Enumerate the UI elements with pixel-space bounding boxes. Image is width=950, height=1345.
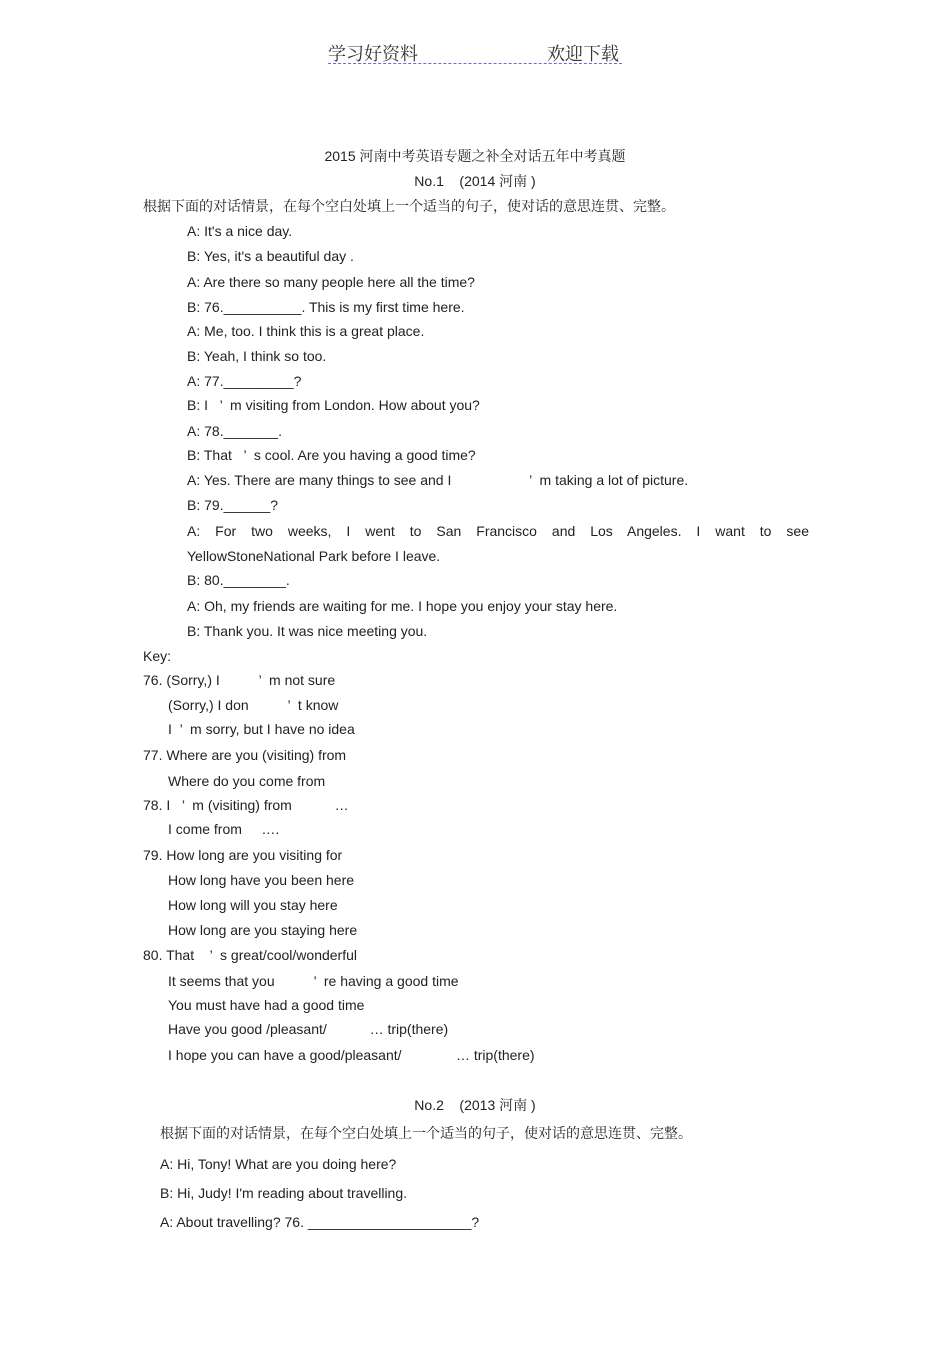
- dialogue-line: A: For two weeks, I went to San Francisco and Los Angeles. I want to see: [187, 523, 809, 539]
- section2-instruction: 根据下面的对话情景，在每个空白处填上一个适当的句子，使对话的意思连贯、完整。: [160, 1125, 692, 1141]
- dialogue-line: B: That ’ s cool. Are you having a good time?: [187, 447, 476, 463]
- key-line: 77. Where are you (visiting) from: [143, 747, 347, 763]
- header-right-text: 欢迎下载: [547, 44, 619, 64]
- dialogue-line: B: Yes, it's a beautiful day .: [187, 248, 354, 264]
- key-line: 80. That ’ s great/cool/wonderful: [143, 947, 358, 963]
- section1-instruction: 根据下面的对话情景，在每个空白处填上一个适当的句子，使对话的意思连贯、完整。: [143, 198, 675, 214]
- key-line: How long are you staying here: [168, 922, 358, 938]
- document-title: 2015 河南中考英语专题之补全对话五年中考真题: [324, 148, 626, 164]
- key-line: I ’ m sorry, but I have no idea: [168, 721, 355, 737]
- key-line: 78. I ’ m (visiting) from …: [143, 797, 349, 813]
- dialogue-line: A: Yes. There are many things to see and I ’ m taking a lot of picture.: [187, 472, 689, 488]
- dialogue-line: YellowStoneNational Park before I leave.: [187, 548, 441, 564]
- dialogue-line: B: 76.__________. This is my first time here.: [187, 299, 465, 315]
- dialogue-line: A: Oh, my friends are waiting for me. I hope you enjoy your stay here.: [187, 598, 618, 614]
- key-line: You must have had a good time: [168, 997, 365, 1013]
- dialogue-line: A: 78._______.: [187, 423, 282, 439]
- dialogue-line: B: Yeah, I think so too.: [187, 348, 327, 364]
- section2-heading: No.2 (2013 河南 ): [414, 1097, 536, 1113]
- key-line: (Sorry,) I don ’ t know: [168, 697, 339, 713]
- key-line: I hope you can have a good/pleasant/ … trip(there): [168, 1047, 535, 1063]
- dialogue-line: A: Me, too. I think this is a great place.: [187, 323, 425, 339]
- key-line: How long have you been here: [168, 872, 355, 888]
- key-line: 76. (Sorry,) I ’ m not sure: [143, 672, 336, 688]
- dialogue-line: B: Hi, Judy! I'm reading about travelling.: [160, 1185, 408, 1201]
- header-left-text: 学习好资料: [328, 44, 418, 64]
- key-line: Have you good /pleasant/ … trip(there): [168, 1021, 449, 1037]
- key-line: I come from ….: [168, 821, 280, 837]
- section1-heading: No.1 (2014 河南 ): [414, 173, 536, 189]
- dialogue-line: A: Are there so many people here all the time?: [187, 274, 475, 290]
- dialogue-line: A: 77._________?: [187, 373, 302, 389]
- key-line: Where do you come from: [168, 773, 326, 789]
- dialogue-line: B: 80.________.: [187, 572, 290, 588]
- dialogue-line: B: 79.______?: [187, 497, 279, 513]
- header-underline: [328, 63, 622, 64]
- key-line: 79. How long are you visiting for: [143, 847, 343, 863]
- key-line: It seems that you ’ re having a good time: [168, 973, 459, 989]
- dialogue-line: A: Hi, Tony! What are you doing here?: [160, 1156, 397, 1172]
- dialogue-line: B: Thank you. It was nice meeting you.: [187, 623, 428, 639]
- dialogue-line: B: I ’ m visiting from London. How about you?: [187, 397, 480, 413]
- dialogue-line: A: It's a nice day.: [187, 223, 293, 239]
- dialogue-line: A: About travelling? 76. _____________________?: [160, 1214, 480, 1230]
- key-label: Key:: [143, 648, 172, 664]
- key-line: How long will you stay here: [168, 897, 338, 913]
